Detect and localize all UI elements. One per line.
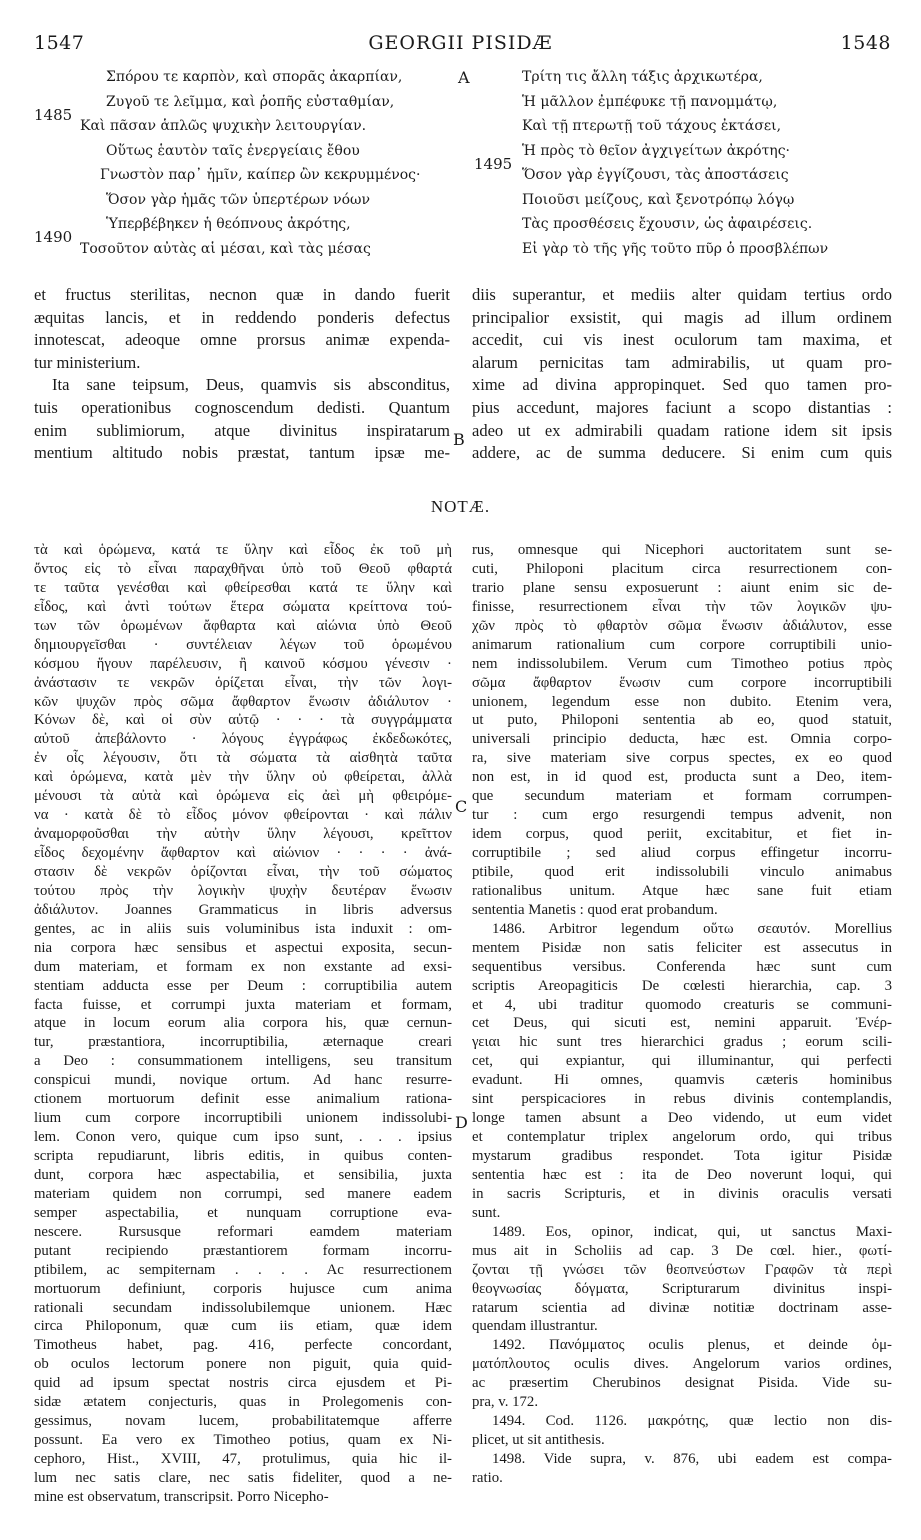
note-line: ἀναμορφοῦσθαι τὴν αὐτὴν ὕλην λέγουσι, κρεῖττον (34, 826, 452, 843)
note-line: γειαι hic sunt tres hierarchici gradus ; eorum scili- (472, 1034, 892, 1051)
note-line: να · κατὰ δὲ τὸ εἶδος μόνον φθείρονται · καὶ πάλιν (34, 807, 452, 824)
running-title: GEORGII PISIDÆ (368, 32, 553, 54)
note-line: sententia Manetis : quod erat probandum. (472, 901, 718, 918)
note-line: plicet, ut sit antithesis. (472, 1432, 605, 1449)
note-line: cet, qui expiantur, qui illuminantur, qui perfecti (472, 1053, 892, 1070)
note-line: κόσμου ἥγουν παρέλευσιν, ἢ καινοῦ κόσμου γένεσιν · (34, 655, 452, 672)
note-line: lem. Conon vero, quique cum ipso sunt, . . . ipsius (34, 1129, 452, 1146)
latin-line: tur ministerium. (34, 352, 141, 372)
greek-verse-line: Ἡ πρὸς τὸ θεῖον ἀγχιγείτων ἀκρότης· (522, 142, 790, 159)
note-line: ut puto, Philoponi sententia ab eo, quod statuit, (472, 712, 892, 729)
note-line: atque in locum eorum alia corpora his, quæ cernun- (34, 1015, 452, 1032)
note-line: ἐν οἷς λέγουσιν, ὅτι τὰ σώματα τὰ αἰσθητὰ ταῦτα (34, 750, 452, 767)
note-line: mortuorum definiunt, corporis hujusce cum anima (34, 1280, 452, 1297)
verse-number-1485: 1485 (34, 106, 73, 124)
greek-verse-line: Ὑπερβέβηκεν ἡ θεόπνους ἀκρότης, (106, 216, 351, 232)
note-line: tur : cum ergo resurgendi tempus advenit, non (472, 807, 892, 824)
note-line: possunt. Ea vero ex Timotheo potius, quam ex Ni- (34, 1432, 452, 1449)
note-line: lum nec satis clare, nec satis fideliter, quod a ne- (34, 1469, 452, 1486)
latin-line: et fructus sterilitas, necnon quæ in dando fuerit (34, 285, 450, 304)
note-line: cephoro, Hist., XVIII, 47, protulimus, quia hic il- (34, 1451, 452, 1467)
note-line: ctionem mortuorum definit esse animalium rationa- (34, 1091, 452, 1108)
greek-verse-left-column (80, 65, 440, 261)
note-line: 1494. Cod. 1126. μακρότης, quæ lectio non dis- (492, 1413, 892, 1430)
note-line: scripta repudiarunt, libris editis, in quibus conten- (34, 1148, 452, 1164)
note-line: ματόπλουτος oculis dives. Angelorum varios ordines, (472, 1356, 892, 1373)
greek-verse-line: Ἡ μᾶλλον ἐμπέφυκε τῇ πανομμάτῳ, (522, 93, 778, 110)
note-line: finisse, resurrectionem εἶναι τὴν τῶν λογικῶν ψυ- (472, 598, 892, 615)
latin-line: alarum pernicitas tam admirabilis, ut quam pro- (472, 352, 892, 372)
greek-verse-line: Ζυγοῦ τε λεῖμμα, καὶ ῥοπῆς εὐσταθμίαν, (106, 93, 395, 110)
note-line: ζονται τῇ γνώσει τῶν θεοπνεύστων Γραφῶν τὰ περὶ (472, 1261, 892, 1278)
note-line: nescere. Rursusque reformari eamdem materiam (34, 1223, 452, 1240)
note-line: lium cum corpore incorruptibili unionem indissolubi- (34, 1110, 452, 1127)
note-line: mine est observatum, transcripsit. Porro Nicepho- (34, 1488, 329, 1505)
verse-number-1495: 1495 (474, 155, 513, 173)
note-line: corruptibile ; sed aliud corpus effingetur incorru- (472, 845, 892, 861)
latin-line: tuis operationibus cognoscendum dedisti. Quantum (34, 397, 450, 417)
note-line: Κόνων δὲ, καὶ οἱ σὺν αὐτῷ · · · τὰ συγγράμματα (34, 712, 452, 729)
greek-verse-line: Καὶ πᾶσαν ἁπλῶς ψυχικὴν λειτουργίαν. (80, 118, 367, 134)
note-line: dum materiam, et formam ex non exstante ad exsi- (34, 958, 452, 975)
note-line: facta fuisse, et corrumpi juxta materiam et formam, (34, 996, 452, 1013)
note-line: et 4, ubi traditur quomodo creaturis se communi- (472, 996, 892, 1013)
margin-marker-d: D (455, 1113, 468, 1132)
note-line: unionem, legendum esse non dubito. Etenim vera, (472, 693, 892, 710)
note-line: a Deo : consummationem intelligens, seu transitum (34, 1053, 452, 1070)
note-line: sint perspicaciores in rebus divinis contemplandis, (472, 1091, 892, 1108)
note-line: ἀνάστασιν τε νεκρῶν ὁρίζεται εἶναι, τὴν τῶν λογι- (34, 674, 452, 691)
notes-heading: NOTÆ. (430, 497, 491, 516)
note-line: ra, sive materiam sive corpus spectes, ex eo quod (472, 750, 892, 767)
note-line: ptibile, quod erit indissolubili vinculo animabus (472, 863, 892, 880)
margin-marker-c: C (455, 797, 468, 816)
note-line: animarum rationalium cum corpore corruptibili unio- (472, 636, 892, 653)
note-line: τὰ καὶ ὁρώμενα, κατά τε ὕλην καὶ εἶδος ἐκ τοῦ μὴ (34, 542, 452, 558)
note-line: καὶ ὁρώμενα, κατὰ μὲν τὴν ὕλην οὐ φθείρεται, ἀλλὰ (34, 769, 452, 786)
greek-verse-line: Τοσοῦτον αὐτὰς αἱ μέσαι, καὶ τὰς μέσας (80, 240, 371, 257)
page-number-left: 1547 (34, 32, 85, 54)
greek-verse-line: Εἰ γὰρ τὸ τῆς γῆς τοῦτο πῦρ ὁ προσβλέπων (522, 240, 829, 257)
note-line: in sacris Scripturis, et in divinis oraculis versati (472, 1185, 892, 1202)
latin-translation-left-column (34, 284, 450, 465)
greek-verse-line: Ποιοῦσι μείζους, καὶ ξενοτρόπῳ λόγῳ (522, 191, 795, 208)
note-line: ptibilem, ac sempiternam . . . . Ac resurrectionem (34, 1261, 452, 1278)
note-line: ἀδιάλυτον. Joannes Grammaticus in libris adversus (34, 901, 452, 918)
latin-line: xime ad divina appropinquet. Sed quo tamen pro- (472, 375, 892, 395)
latin-translation-right-column (472, 284, 892, 465)
note-line: sidæ ætatem conjecturis, quas in Prolegomenis con- (34, 1394, 452, 1411)
note-line: scriptis Areopagiticis De cœlesti hierarchia, cap. 3 (472, 977, 892, 994)
note-line: dunt, corpora hæc aspectabilia, et sensibilia, juxta (34, 1166, 452, 1183)
note-line: σῶμα ἄφθαρτον ἕνωσιν cum corpore incorruptibili (472, 674, 892, 691)
note-line: ὄντος εἰς τὸ εἶναι παραχθῆναι ὑπὸ τοῦ Θεοῦ φθαρτά (34, 560, 452, 577)
note-line: 1486. Arbitror legendum οὕτω σεαυτόν. Morellius (492, 920, 892, 937)
note-line: semper aspectabilia, et nunquam corruptione eva- (34, 1204, 452, 1221)
note-line: ob oculos lectorum ponere non piguit, quia quid- (34, 1356, 452, 1373)
note-line: putant recipiendo præstantiorem formam incorru- (34, 1242, 452, 1259)
greek-verse-line: Τρίτη τις ἄλλη τάξις ἀρχικωτέρα, (522, 69, 763, 85)
verse-number-1490: 1490 (34, 228, 73, 246)
note-line: μένουσι τὰ αὐτὰ καὶ ὁρώμενα εἰς ἀεὶ μὴ φθειρόμε- (34, 788, 452, 805)
note-line: εἶδος, καὶ ἀντὶ τούτων ἕτερα σώματα κρείττονα τού- (34, 598, 452, 615)
note-line: sententia hæc est : ita de Deo noverunt loqui, qui (472, 1166, 892, 1183)
note-line: pra, v. 172. (472, 1394, 539, 1411)
greek-verse-right-column (522, 65, 892, 261)
greek-verse-line: Γνωστὸν παρ᾽ ἡμῖν, καίπερ ὢν κεκρυμμένος· (100, 167, 421, 183)
greek-verse-line: Σπόρου τε καρπὸν, καὶ σπορᾶς ἀκαρπίαν, (106, 69, 403, 85)
greek-verse-line: Οὕτως ἑαυτὸν ταῖς ἐνεργείαις ἔθου (106, 142, 360, 159)
note-line: mystarum gradibus respondet. Tota igitur Pisidæ (472, 1148, 892, 1164)
note-line: tur, præstantiora, incorruptibilia, æternaque creari (34, 1034, 452, 1051)
note-line: circa Philoponum, quæ cum iis etiam, quæ idem (34, 1318, 452, 1335)
note-line: stentiam adducta esse per Deum : corruptibilia autem (34, 977, 452, 994)
greek-verse-line: Ὅσον γὰρ ἡμᾶς τῶν ὑπερτέρων νόων (106, 191, 370, 208)
latin-line: mentium altitudo nobis præstat, tantum ipsæ me- (34, 443, 450, 463)
note-line: quid ad ipsum spectat nostris circa ejusdem et Pi- (34, 1375, 452, 1392)
note-line: universali principio deducta, hæc est. Omnia corpo- (472, 731, 892, 748)
note-line: Timotheus habet, pag. 416, perfecte concordant, (34, 1337, 452, 1354)
latin-line: addere, ac de summa deducere. Si enim cum quis (472, 443, 892, 463)
note-line: gentes, ac in aliis suis voluminibus ista induxit : om- (34, 920, 452, 937)
note-line: στασιν δὲ νεκρῶν ὁρίζονται εἶναι, τὴν τοῦ σώματος (34, 863, 452, 880)
note-line: nia corpora hæc sensibus et aspectui exposita, secun- (34, 939, 452, 956)
note-line: 1498. Vide supra, v. 876, ubi eadem est compa- (492, 1451, 892, 1467)
note-line: θεογνωσίας δόγματα, Scripturarum divinitus inspi- (472, 1280, 892, 1297)
note-line: mentem Pisidæ non satis feliciter est assecutus in (472, 939, 892, 956)
note-line: non est, in id quod est, producta sunt a Deo, item- (472, 769, 892, 786)
note-line: τε ταῦτα γενέσθαι καὶ φθείρεσθαι κατά τε ὕλην καὶ (34, 579, 452, 596)
note-line: 1492. Πανόμματος oculis plenus, et deinde ὀμ- (492, 1337, 892, 1354)
note-line: rationali secundam indissolubilemque unionem. Hæc (34, 1299, 452, 1316)
note-line: que secundum materiam et formam corrumpen- (472, 788, 892, 805)
note-line: εἶδος δεχομένην ἄφθαρτον καὶ αἰώνιον · · · · ἀνά- (34, 845, 452, 861)
note-line: gessimus, novam lucem, probabilitatemque afferre (34, 1413, 452, 1430)
note-line: αὐτοῦ ἀπεβάλοντο · λόγους ἐγγράφως ἐκδεδωκότες, (34, 731, 452, 748)
note-line: et contemplatur triplex angelorum ordo, qui tribus (472, 1129, 892, 1146)
note-line: idem corpus, quod periit, excitabitur, et fiet in- (472, 826, 892, 843)
note-line: evadunt. Hi omnes, quamvis cæteris hominibus (472, 1072, 892, 1089)
notes-right-column (472, 541, 892, 1488)
note-line: τούτου πρὸς τὴν λογικὴν ψυχὴν δευτέραν ἕνωσιν (34, 882, 452, 899)
note-line: cuti, Philoponi placitum circa resurrectionem con- (472, 560, 892, 577)
notes-left-column (34, 541, 452, 1507)
latin-line: enim sublimiorum, atque divinitus inspiratarum (34, 420, 450, 440)
note-line: rationalibus unitum. Atque hæc sane fuit etiam (472, 882, 892, 899)
note-line: longe tamen absunt a Deo videndo, ut eum videt (472, 1110, 892, 1127)
greek-verse-line: Τὰς προσθέσεις ἔχουσιν, ὡς ἀφαιρέσεις. (522, 216, 813, 232)
note-line: ac præsertim Cherubinos designat Pisida. Vide su- (472, 1375, 892, 1392)
note-line: sunt. (472, 1204, 501, 1221)
page-number-right: 1548 (840, 32, 891, 54)
note-line: των τῶν ὁρωμένων ἄφθαρτα καὶ αἰώνια ὑπὸ Θεοῦ (34, 617, 452, 634)
note-line: cet Deus, qui sicuti est, nemini apparuit. Ἐνέρ- (472, 1015, 892, 1032)
note-line: mus ait in Scholiis ad cap. 3 De cœl. hier., φωτί- (472, 1242, 892, 1259)
note-line: ratarum scientia ad divinæ notitiæ doctrinam asse- (472, 1299, 892, 1316)
note-line: quendam illustrantur. (472, 1318, 598, 1335)
latin-line: Ita sane teipsum, Deus, quamvis sis absconditus, (52, 375, 450, 395)
note-line: materiam quidem non corrumpi, sed manere eadem (34, 1185, 452, 1202)
latin-line: principalior exsistit, qui magis ad illum ordinem (472, 307, 892, 327)
margin-marker-a: A (458, 68, 470, 87)
latin-line: pius accedunt, majores faciunt a scopo distantias : (472, 397, 892, 417)
note-line: 1489. Eos, opinor, indicat, qui, ut sanctus Maxi- (492, 1223, 892, 1240)
note-line: trario plane sensu exposuerunt : aiunt enim sic de- (472, 579, 892, 596)
latin-line: innotescat, adeoque omne prorsus animæ expenda- (34, 330, 450, 350)
note-line: sequentibus versibus. Conferenda hæc sunt cum (472, 958, 892, 975)
note-line: rus, omnesque qui Nicephori auctoritatem sunt se- (472, 542, 892, 558)
latin-line: diis superantur, et mediis alter quidam tertius ordo (472, 285, 892, 304)
latin-line: æquitas lancis, et in reddendo ponderis defectus (34, 307, 450, 327)
greek-verse-line: Καὶ τῇ πτερωτῇ τοῦ τάχους ἐκτάσει, (522, 118, 782, 134)
greek-verse-line: Ὅσον γὰρ ἐγγίζουσι, τὰς ἀποστάσεις (522, 167, 789, 183)
note-line: ratio. (472, 1469, 503, 1486)
margin-marker-b: B (453, 430, 465, 449)
latin-line: adeo ut ex admirabili quadam ratione idem sit ipsis (472, 420, 892, 440)
note-line: nem indissolubilem. Verum cum Timotheo potius πρὸς (472, 655, 892, 672)
note-line: κῶν ψυχῶν πρὸς σῶμα ἄφθαρτον ἕνωσιν ἀδιάλυτον · (34, 693, 452, 710)
latin-line: accedit, cui vis inest oculorum tam maxima, et (472, 330, 892, 350)
note-line: δημιουργεῖσθαι · συντέλειαν λέγων τοῦ ὁρωμένου (34, 636, 452, 653)
note-line: χῶν πρὸς τὸ φθαρτὸν σῶμα ἕνωσιν ἀδιάλυτον, esse (472, 617, 892, 634)
note-line: conspicui mundi, novique ortum. Ad hanc resurre- (34, 1072, 452, 1089)
